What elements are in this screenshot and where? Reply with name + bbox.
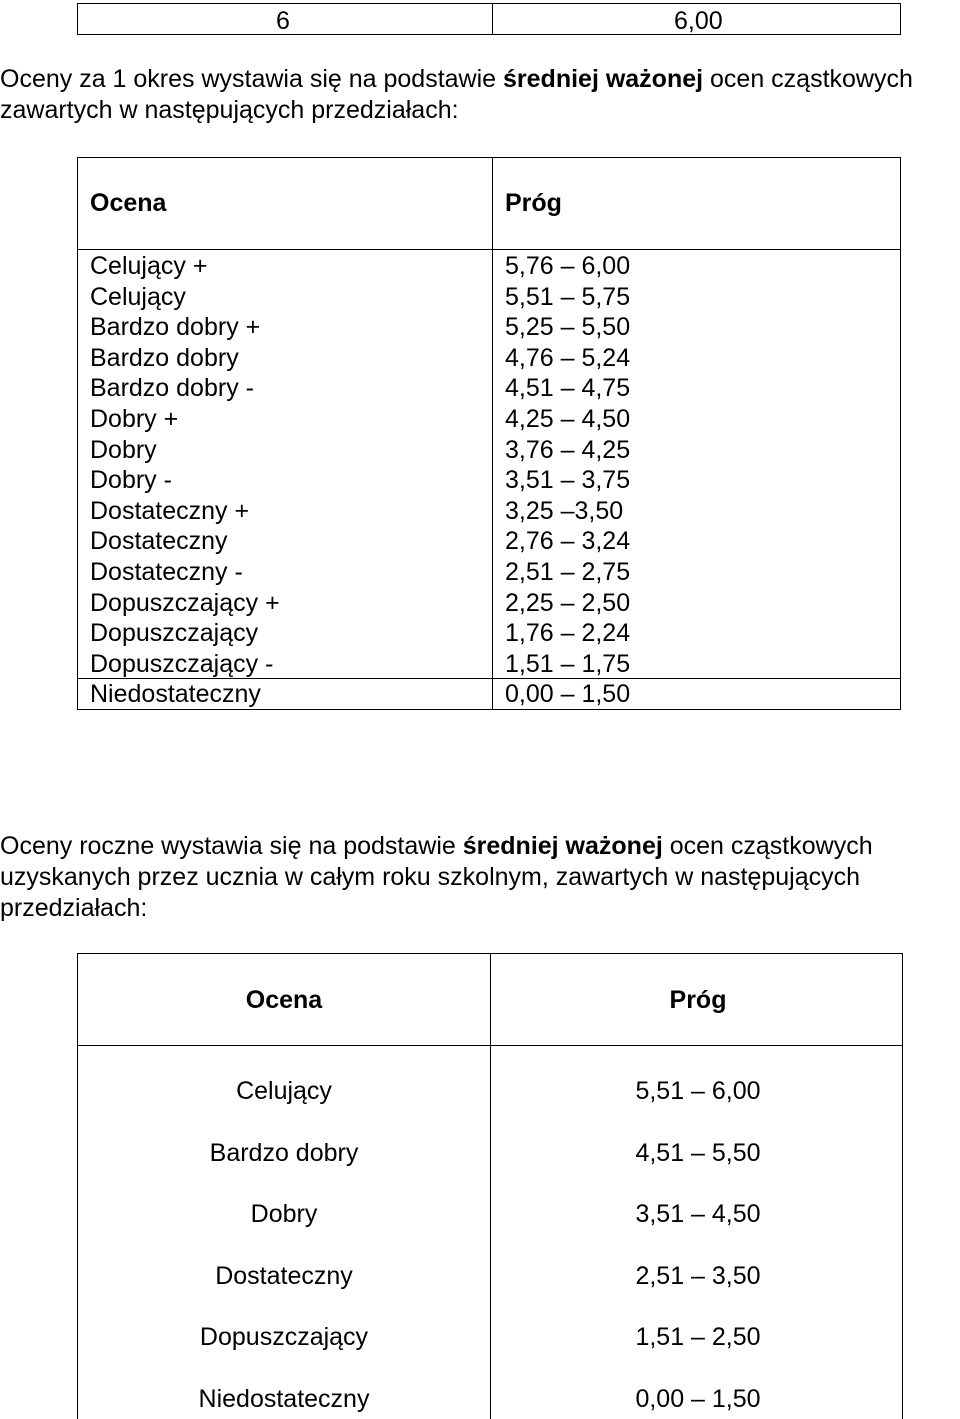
table-row-grade: Dopuszczający + [90, 588, 280, 617]
table-row-threshold: 3,25 –3,50 [505, 496, 624, 525]
table-row-grade: Dopuszczający [90, 619, 259, 648]
table-row-grade: Celujący [236, 1077, 332, 1105]
column-header-grade: Ocena [245, 986, 323, 1014]
annual-grade-table [77, 953, 903, 1419]
table-row-threshold: 5,76 – 6,00 [505, 252, 631, 280]
first-period-grade-table [77, 157, 901, 710]
table-row-threshold: 3,76 – 4,25 [505, 435, 631, 464]
table-row-threshold: 1,76 – 2,24 [505, 619, 631, 648]
paragraph-bold-text: średniej ważonej [462, 832, 663, 860]
fragment-right-cell: 6,00 [674, 7, 723, 35]
table-row-threshold: 1,51 – 1,75 [505, 649, 631, 678]
table-row-grade: Bardzo dobry + [90, 313, 261, 342]
column-divider [492, 158, 493, 709]
previous-table-fragment [77, 3, 901, 35]
table-row-grade: Dopuszczający - [90, 649, 274, 678]
table-row-grade: Dopuszczający [199, 1323, 369, 1352]
column-divider [492, 4, 493, 34]
table-row-grade: Dostateczny - [90, 558, 243, 586]
table-row-threshold: 2,51 – 2,75 [505, 558, 631, 586]
table-row-grade: Dobry [250, 1200, 318, 1229]
table-row-grade: Niedostateczny [90, 680, 261, 709]
table-row-grade: Dostateczny + [90, 496, 250, 525]
paragraph-text: ocen cząstkowych [662, 832, 873, 860]
table-row-grade: Dostateczny [90, 527, 228, 556]
paragraph-line [0, 64, 958, 95]
paragraph-bold-text: średniej ważonej [503, 65, 704, 93]
table-row-grade: Niedostateczny [198, 1385, 370, 1413]
table-row-threshold: 3,51 – 4,50 [635, 1200, 761, 1229]
table-row-threshold: 4,51 – 5,50 [635, 1138, 761, 1167]
table-row-threshold: 3,51 – 3,75 [505, 466, 631, 495]
column-header-threshold: Próg [669, 986, 727, 1014]
table-row-threshold: 4,76 – 5,24 [505, 343, 631, 372]
header-divider [78, 1045, 902, 1046]
header-divider [78, 249, 900, 250]
table-row-grade: Bardzo dobry [90, 343, 239, 372]
table-row-threshold: 0,00 – 1,50 [505, 680, 631, 709]
paragraph-line: zawartych w następujących przedziałach: [0, 96, 459, 124]
table-row-threshold: 0,00 – 1,50 [635, 1385, 761, 1413]
table-row-grade: Dobry [90, 435, 157, 464]
table-row-grade: Bardzo dobry - [90, 374, 254, 403]
fragment-left-cell: 6 [276, 7, 290, 35]
table-row-threshold: 1,51 – 2,50 [635, 1323, 761, 1352]
table-row-threshold: 4,25 – 4,50 [505, 405, 631, 433]
table-row-grade: Celujący [90, 282, 186, 311]
table-row-grade: Dostateczny [215, 1261, 353, 1290]
column-header-threshold: Próg [505, 189, 562, 217]
table-row-threshold: 5,51 – 5,75 [505, 282, 631, 311]
table-row-threshold: 4,51 – 4,75 [505, 374, 631, 403]
table-row-threshold: 2,51 – 3,50 [635, 1261, 761, 1290]
paragraph-line: uzyskanych przez ucznia w całym roku szkolnym, zawartych w następujących [0, 863, 861, 891]
table-row-threshold: 5,25 – 5,50 [505, 313, 631, 342]
table-row-grade: Dobry - [90, 466, 172, 495]
paragraph-line: przedziałach: [0, 894, 148, 922]
paragraph-text: ocen cząstkowych [703, 65, 913, 93]
paragraph-text: Oceny roczne wystawia się na podstawie [0, 832, 463, 860]
table-row-grade: Bardzo dobry [209, 1138, 359, 1167]
table-row-threshold: 5,51 – 6,00 [635, 1077, 761, 1105]
annual-paragraph [0, 831, 958, 924]
table-row-threshold: 2,76 – 3,24 [505, 527, 631, 556]
table-row-grade: Dobry + [90, 405, 179, 433]
paragraph-text: Oceny za 1 okres wystawia się na podstawie [0, 65, 504, 93]
table-row-grade: Celujący + [90, 252, 208, 280]
column-header-grade: Ocena [90, 189, 167, 217]
column-divider [490, 954, 491, 1419]
paragraph-line [0, 831, 958, 862]
first-period-paragraph [0, 64, 958, 126]
table-row-threshold: 2,25 – 2,50 [505, 588, 631, 617]
